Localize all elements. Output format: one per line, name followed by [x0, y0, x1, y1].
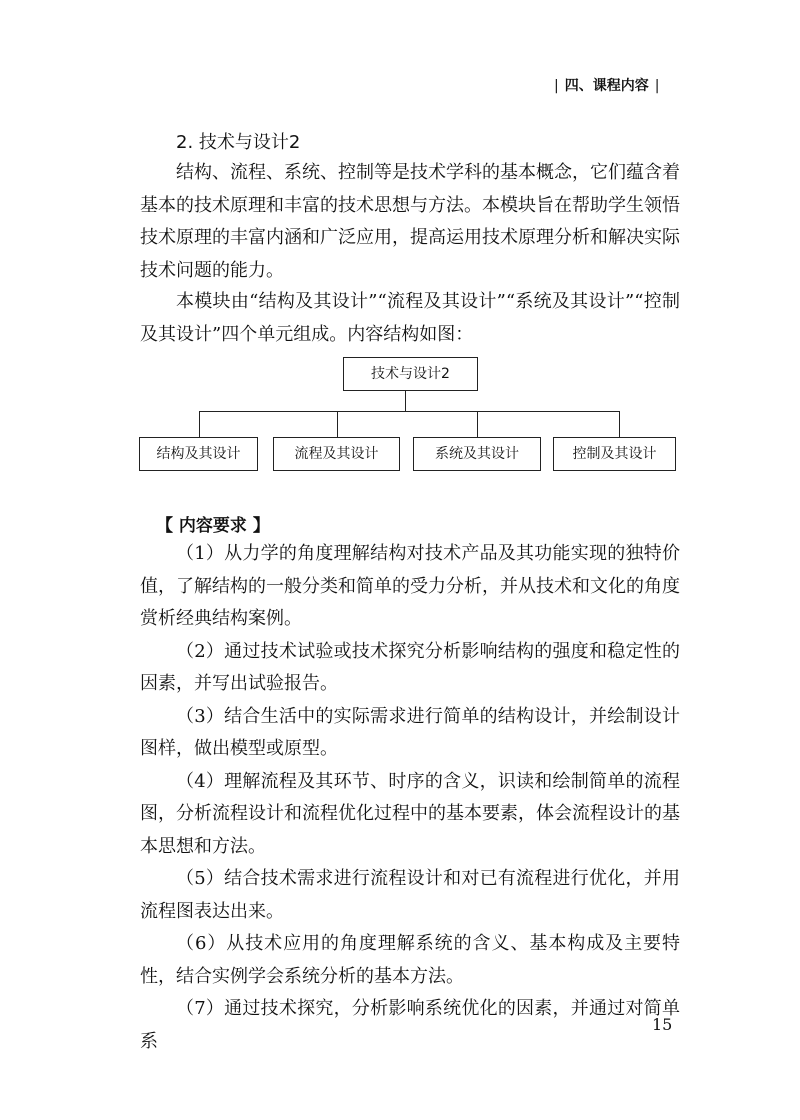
diagram-connector	[619, 411, 620, 437]
diagram-root-box: 技术与设计2	[343, 357, 478, 391]
header-divider-right: |	[654, 78, 660, 94]
requirement-item: （6）从技术应用的角度理解系统的含义、基本构成及主要特性，结合实例学会系统分析的基本方法。	[140, 933, 680, 987]
requirements-heading: 【 内容要求 】	[156, 516, 270, 536]
header-divider-left: |	[554, 78, 559, 94]
diagram-child-box: 控制及其设计	[553, 437, 676, 471]
structure-paragraph: 本模块由“结构及其设计”“流程及其设计”“系统及其设计”“控制及其设计”四个单元组成。内容结构如图：	[140, 291, 680, 345]
requirement-item: （3）结合生活中的实际需求进行简单的结构设计，并绘制设计图样，做出模型或原型。	[140, 705, 680, 759]
diagram-connector	[337, 411, 338, 437]
header-text: 四、课程内容	[564, 78, 649, 94]
diagram-connector	[477, 411, 478, 437]
section-title: 2. 技术与设计2	[176, 132, 301, 153]
diagram-connector	[199, 411, 620, 412]
diagram-connector	[405, 391, 406, 412]
intro-paragraph: 结构、流程、系统、控制等是技术学科的基本概念，它们蕴含着基本的技术原理和丰富的技术思想与方法。本模块旨在帮助学生领悟技术原理的丰富内涵和广泛应用，提高运用技术原理分析和解决实际技术问题的能力。	[140, 162, 680, 281]
diagram-child-box: 系统及其设计	[413, 437, 541, 471]
page-number: 15	[652, 1015, 673, 1034]
requirement-item: （1）从力学的角度理解结构对技术产品及其功能实现的独特价值，了解结构的一般分类和简单的受力分析，并从技术和文化的角度赏析经典结构案例。	[140, 543, 680, 629]
diagram-connector	[199, 411, 200, 437]
requirement-item: （2）通过技术试验或技术探究分析影响结构的强度和稳定性的因素，并写出试验报告。	[140, 640, 680, 694]
requirement-item: （4）理解流程及其环节、时序的含义，识读和绘制简单的流程图，分析流程设计和流程优化过程中的基本要素，体会流程设计的基本思想和方法。	[140, 770, 680, 857]
running-header	[548, 76, 665, 96]
requirement-item: （7）通过技术探究，分析影响系统优化的因素，并通过对简单系	[140, 998, 680, 1052]
diagram-child-box: 流程及其设计	[273, 437, 400, 471]
requirements-list	[140, 538, 680, 1058]
diagram-child-box: 结构及其设计	[139, 437, 258, 471]
requirement-item: （5）结合技术需求进行流程设计和对已有流程进行优化，并用流程图表达出来。	[140, 868, 680, 922]
